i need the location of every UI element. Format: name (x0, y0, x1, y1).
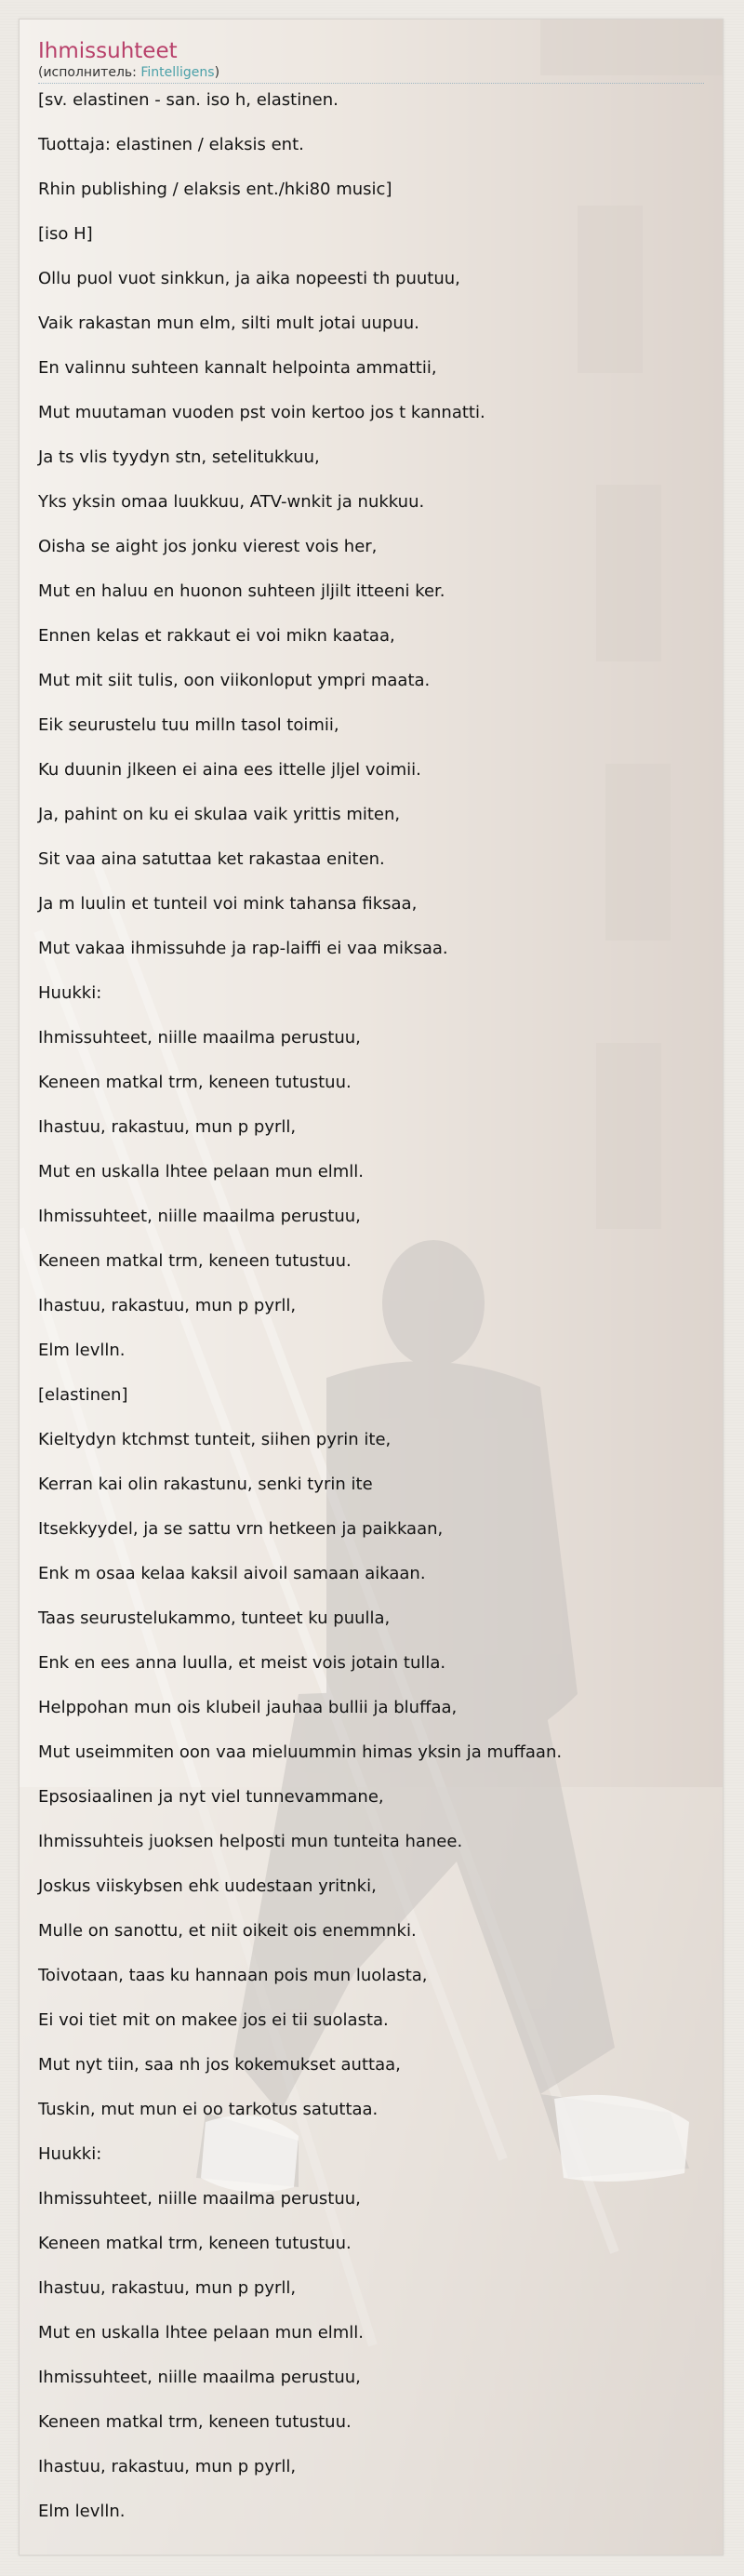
song-title: Ihmissuhteet (38, 39, 178, 63)
lyric-line: Mut useimmiten oon vaa mieluummin himas yksin ja muffaan. (38, 1742, 563, 1762)
lyric-line: Elm levlln. (38, 2502, 126, 2521)
lyric-line: En valinnu suhteen kannalt helpointa ammattii, (38, 358, 437, 378)
lyric-line: Ihmissuhteet, niille maailma perustuu, (38, 1207, 361, 1226)
lyric-line: Ja, pahint on ku ei skulaa vaik yrittis miten, (38, 805, 401, 824)
lyric-line: Ihmissuhteis juoksen helposti mun tunteita hanee. (38, 1832, 463, 1851)
lyric-line: [sv. elastinen - san. iso h, elastinen. (38, 90, 339, 110)
lyric-line: Ei voi tiet mit on makee jos ei tii suolasta. (38, 2010, 389, 2030)
artist-suffix: ) (214, 65, 220, 80)
lyrics-card (19, 19, 724, 2556)
lyric-line: Ihmissuhteet, niille maailma perustuu, (38, 1028, 361, 1048)
lyric-line: [elastinen] (38, 1385, 128, 1405)
lyric-line: Keneen matkal trm, keneen tutustuu. (38, 2412, 352, 2432)
lyric-line: Keneen matkal trm, keneen tutustuu. (38, 2234, 352, 2253)
lyric-line: Ihastuu, rakastuu, mun p pyrll, (38, 1117, 297, 1137)
lyric-line: Mut mit siit tulis, oon viikonloput ympri maata. (38, 671, 431, 690)
lyric-line: Enk m osaa kelaa kaksil aivoil samaan aikaan. (38, 1564, 426, 1583)
lyric-line: Epsosiaalinen ja nyt viel tunnevammane, (38, 1787, 384, 1807)
lyric-line: Huukki: (38, 983, 102, 1003)
lyric-line: Ihmissuhteet, niille maailma perustuu, (38, 2189, 361, 2209)
artist-link[interactable]: Fintelligens (140, 65, 215, 80)
lyric-line: Yks yksin omaa luukkuu, ATV-wnkit ja nukkuu. (38, 492, 425, 512)
lyric-line: Toivotaan, taas ku hannaan pois mun luolasta, (38, 1966, 428, 1985)
lyric-line: Tuskin, mut mun ei oo tarkotus satuttaa. (38, 2100, 379, 2119)
lyric-line: Mut nyt tiin, saa nh jos kokemukset auttaa, (38, 2055, 401, 2075)
lyric-line: Eik seurustelu tuu milln tasol toimii, (38, 715, 339, 735)
lyric-line: Joskus viiskybsen ehk uudestaan yritnki, (38, 1876, 377, 1896)
lyric-line: Ihastuu, rakastuu, mun p pyrll, (38, 2278, 297, 2298)
lyric-line: Rhin publishing / elaksis ent./hki80 music] (38, 180, 392, 199)
lyric-line: Enk en ees anna luulla, et meist vois jotain tulla. (38, 1653, 446, 1673)
lyric-line: Ja m luulin et tunteil voi mink tahansa fiksaa, (38, 894, 418, 914)
lyric-line: Mut muutaman vuoden pst voin kertoo jos t kannatti. (38, 403, 485, 422)
lyrics-content (38, 38, 704, 2545)
lyric-line: Ja ts vlis tyydyn stn, setelitukkuu, (38, 447, 320, 467)
lyric-line: Ku duunin jlkeen ei aina ees ittelle jljel voimii. (38, 760, 421, 780)
lyric-line: Ihastuu, rakastuu, mun p pyrll, (38, 1296, 297, 1315)
lyric-line: Sit vaa aina satuttaa ket rakastaa eniten. (38, 849, 385, 869)
lyric-line: Vaik rakastan mun elm, silti mult jotai uupuu. (38, 314, 419, 333)
lyric-line: Helppohan mun ois klubeil jauhaa bullii ja bluffaa, (38, 1698, 458, 1717)
artist-line (38, 64, 704, 84)
lyric-line: Taas seurustelukammo, tunteet ku puulla, (38, 1608, 391, 1628)
lyric-line: Ihastuu, rakastuu, mun p pyrll, (38, 2457, 297, 2476)
lyric-line: Tuottaja: elastinen / elaksis ent. (38, 135, 304, 154)
lyric-line: Ollu puol vuot sinkkun, ja aika nopeesti th puutuu, (38, 269, 460, 288)
lyric-line: Mut vakaa ihmissuhde ja rap-laiffi ei vaa miksaa. (38, 939, 448, 958)
lyric-line: Elm levlln. (38, 1341, 126, 1360)
lyric-line: Ihmissuhteet, niille maailma perustuu, (38, 2368, 361, 2387)
lyric-line: [iso H] (38, 224, 93, 244)
lyric-line: Ennen kelas et rakkaut ei voi mikn kaataa, (38, 626, 395, 646)
lyric-line: Oisha se aight jos jonku vierest vois her, (38, 537, 378, 556)
lyric-line: Mulle on sanottu, et niit oikeit ois enemmnki. (38, 1921, 417, 1941)
lyric-line: Mut en uskalla lhtee pelaan mun elmll. (38, 1162, 365, 1181)
lyric-line: Kieltydyn ktchmst tunteit, siihen pyrin ite, (38, 1430, 392, 1449)
lyric-line: Mut en uskalla lhtee pelaan mun elmll. (38, 2323, 365, 2342)
lyric-line: Keneen matkal trm, keneen tutustuu. (38, 1073, 352, 1092)
artist-prefix: (исполнитель: (38, 65, 141, 80)
lyric-line: Mut en haluu en huonon suhteen jljilt itteeni ker. (38, 581, 445, 601)
lyric-line: Kerran kai olin rakastunu, senki tyrin ite (38, 1475, 373, 1494)
lyric-line: Itsekkyydel, ja se sattu vrn hetkeen ja paikkaan, (38, 1519, 444, 1539)
lyrics-text (38, 89, 704, 2523)
lyric-line: Keneen matkal trm, keneen tutustuu. (38, 1251, 352, 1271)
lyric-line: Huukki: (38, 2144, 102, 2164)
